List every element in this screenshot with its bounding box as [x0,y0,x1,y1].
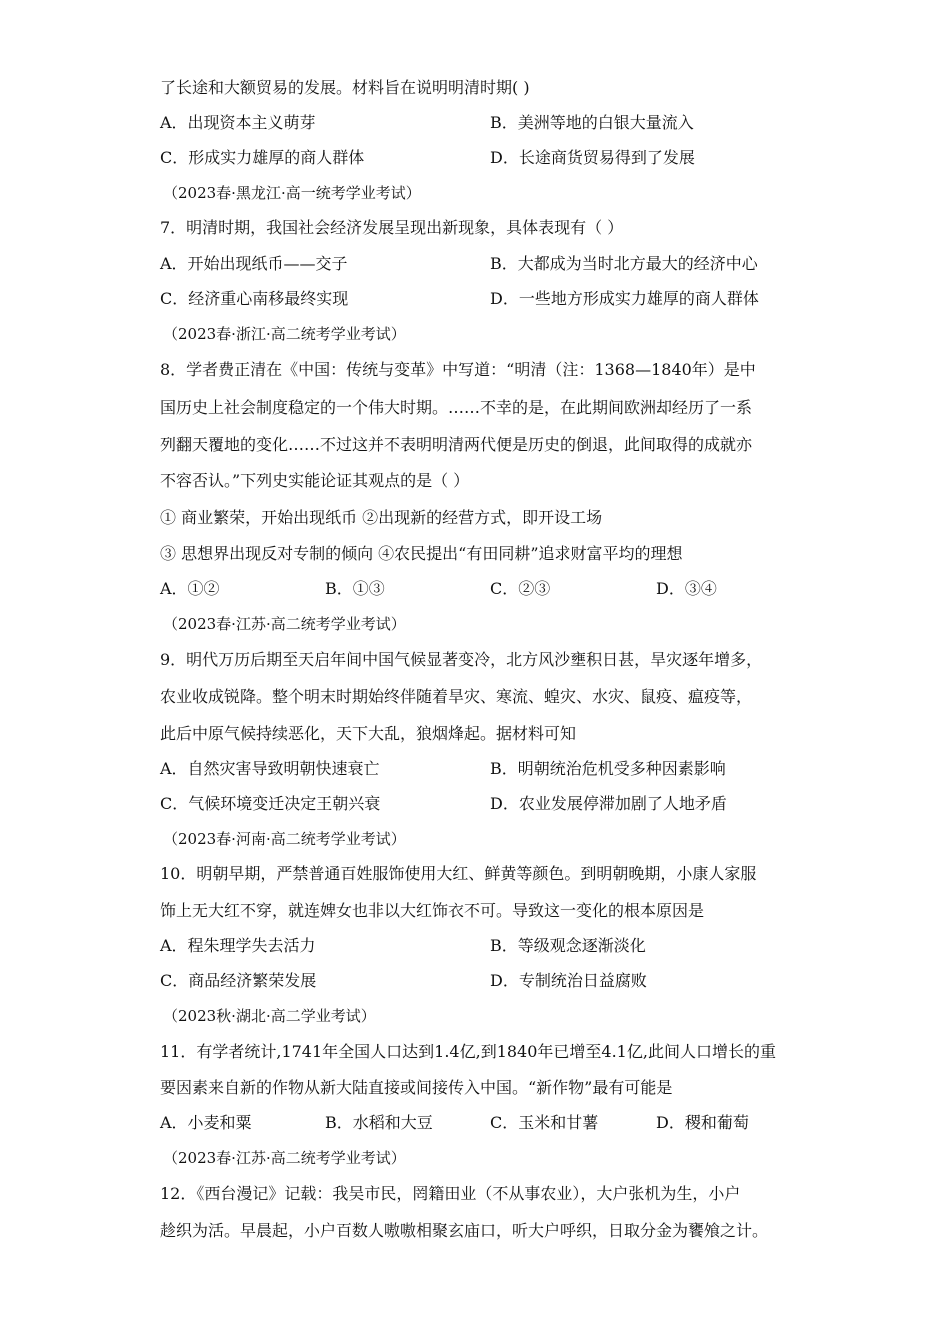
question-12-line-1: 12．《西台漫记》记载：我吴市民，罔籍田业（不从事农业），大户张机为生，小户 [160,1184,741,1203]
q6-option-a: A．出现资本主义萌芽 [160,113,316,132]
q7-source: （2023春·黑龙江·高一统考学业考试） [163,184,421,202]
q11-option-a: A．小麦和粟 [160,1113,252,1132]
question-9-line-3: 此后中原气候持续恶化，天下大乱，狼烟烽起。据材料可知 [160,724,577,743]
q9-source: （2023春·江苏·高二统考学业考试） [163,615,406,633]
q8-option-c: C．②③ [490,579,551,598]
question-8-line-5: ① 商业繁荣，开始出现纸币 ②出现新的经营方式，即开设工场 [160,508,603,527]
q8-option-a: A．①② [160,579,220,598]
q6-option-c: C．形成实力雄厚的商人群体 [160,148,365,167]
q8-option-b: B．①③ [325,579,385,598]
question-11-line-1: 11．有学者统计,1741年全国人口达到1.4亿,到1840年已增至4.1亿,此间人口增长的重 [160,1042,776,1061]
q7-option-a: A．开始出现纸币——交子 [160,254,348,273]
question-11-line-2: 要因素来自新的作物从新大陆直接或间接传入中国。“新作物”最有可能是 [160,1078,673,1097]
question-8-line-2: 国历史上社会制度稳定的一个伟大时期。……不幸的是，在此期间欧洲却经历了一系 [160,398,753,417]
q9-option-b: B．明朝统治危机受多种因素影响 [490,759,726,778]
question-9-line-1: 9．明代万历后期至天启年间中国气候显著变冷，北方风沙壅积日甚，旱灾逐年增多， [160,650,763,669]
q10-option-d: D．专制统治日益腐败 [490,971,647,990]
q6-option-b: B．美洲等地的白银大量流入 [490,113,694,132]
q7-option-d: D．一些地方形成实力雄厚的商人群体 [490,289,759,308]
q11-option-c: C．玉米和甘薯 [490,1113,599,1132]
q7-option-c: C．经济重心南移最终实现 [160,289,349,308]
question-8-line-6: ③ 思想界出现反对专制的倾向 ④农民提出“有田同耕”追求财富平均的理想 [160,544,683,563]
q10-source: （2023春·河南·高二统考学业考试） [163,830,406,848]
q11-source: （2023秋·湖北·高二学业考试） [163,1007,376,1025]
question-8-line-1: 8．学者费正清在《中国：传统与变革》中写道：“明清（注：1368—1840年）是中 [160,360,756,379]
question-8-line-3: 列翻天覆地的变化……不过这并不表明明清两代便是历史的倒退，此间取得的成就亦 [160,435,753,454]
question-12-line-2: 趁织为活。早晨起，小户百数人嗷嗷相聚玄庙口，听大户呼织，日取分金为饔飧之计。 [160,1221,769,1240]
q10-option-a: A．程朱理学失去活力 [160,936,316,955]
q11-option-d: D．稷和葡萄 [656,1113,749,1132]
q9-option-d: D．农业发展停滞加剧了人地矛盾 [490,794,727,813]
question-8-line-4: 不容否认。”下列史实能论证其观点的是（ ） [160,471,470,490]
q8-source: （2023春·浙江·高二统考学业考试） [163,325,406,343]
question-10-line-1: 10．明朝早期，严禁普通百姓服饰使用大红、鲜黄等颜色。到明朝晚期，小康人家服 [160,864,757,883]
q10-option-c: C．商品经济繁荣发展 [160,971,317,990]
question-6-stem-tail: 了长途和大额贸易的发展。材料旨在说明明清时期( ) [160,78,530,97]
q12-source: （2023春·江苏·高二统考学业考试） [163,1149,406,1167]
q9-option-a: A．自然灾害导致明朝快速衰亡 [160,759,380,778]
q6-option-d: D．长途商货贸易得到了发展 [490,148,695,167]
q9-option-c: C．气候环境变迁决定王朝兴衰 [160,794,381,813]
question-7-stem: 7．明清时期，我国社会经济发展呈现出新现象，具体表现有（ ） [160,218,624,237]
q7-option-b: B．大都成为当时北方最大的经济中心 [490,254,758,273]
question-10-line-2: 饰上无大红不穿，就连婢女也非以大红饰衣不可。导致这一变化的根本原因是 [160,901,705,920]
question-9-line-2: 农业收成锐降。整个明末时期始终伴随着旱灾、寒流、蝗灾、水灾、鼠疫、瘟疫等， [160,687,753,706]
q10-option-b: B．等级观念逐渐淡化 [490,936,646,955]
q8-option-d: D．③④ [656,579,717,598]
q11-option-b: B．水稻和大豆 [325,1113,433,1132]
